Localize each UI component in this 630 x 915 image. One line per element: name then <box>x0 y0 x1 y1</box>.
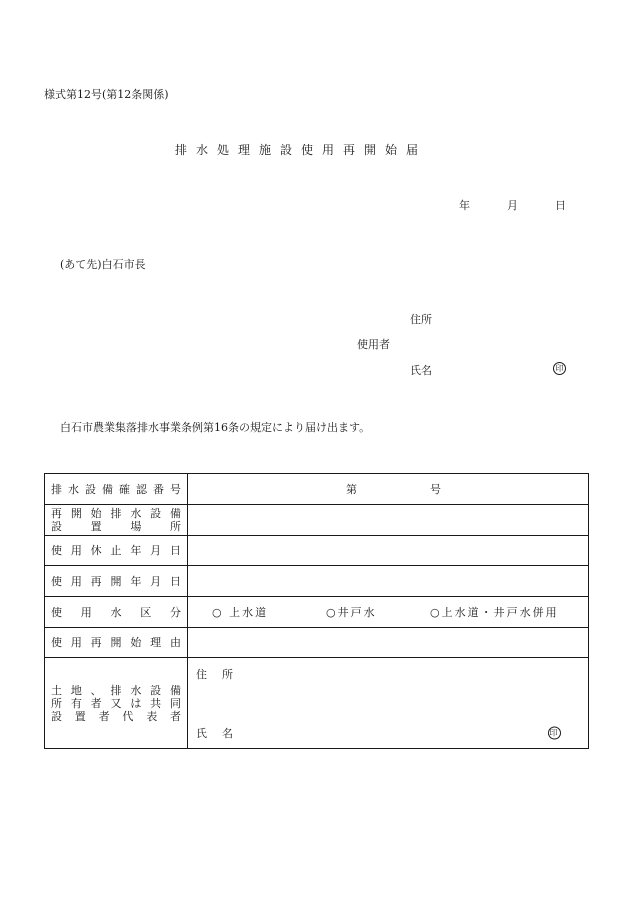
owner-address-label: 住 所 <box>196 668 235 681</box>
label-char: 月 <box>150 574 162 588</box>
label-char: 由 <box>169 636 181 649</box>
label-line <box>51 507 181 520</box>
table-row <box>45 597 589 628</box>
label-char: 水 <box>110 605 122 619</box>
applicant-name-label: 氏名 <box>410 364 432 377</box>
confirmation-number-field[interactable] <box>188 474 589 505</box>
label-char: 年 <box>130 574 142 588</box>
label-char: 認 <box>136 482 147 496</box>
label-char: 開 <box>110 574 122 588</box>
label-line <box>51 606 181 619</box>
date-month-label: 月 <box>507 199 518 212</box>
label-char: 設 <box>51 709 62 723</box>
seal-icon: 印 <box>553 362 566 375</box>
suspension-date-field[interactable] <box>188 536 589 566</box>
label-line <box>51 710 181 723</box>
label-char: 設 <box>150 683 162 697</box>
document-title: 排水処理施設使用再開始届 <box>175 143 428 157</box>
water-type-field <box>188 597 589 628</box>
row-label <box>45 474 188 505</box>
label-char: 再 <box>90 636 102 649</box>
label-char: 使 <box>51 574 62 588</box>
label-char: 共 <box>150 696 162 710</box>
label-char: 設 <box>51 520 62 533</box>
label-char: 水 <box>130 507 142 520</box>
label-char: 、 <box>90 683 102 697</box>
installation-location-field[interactable] <box>188 505 589 536</box>
label-char: 設 <box>150 507 162 520</box>
label-char: 区 <box>140 605 152 619</box>
label-char: 始 <box>90 507 102 520</box>
label-char: 場 <box>130 520 142 533</box>
label-char: 理 <box>150 636 162 649</box>
row-label <box>45 658 188 749</box>
label-char: 同 <box>169 696 181 710</box>
table-row <box>45 505 589 536</box>
table-row <box>45 628 589 658</box>
applicant-address-label: 住所 <box>410 313 432 326</box>
label-char: 水 <box>68 482 79 496</box>
label-line <box>51 483 181 496</box>
resumption-date-field[interactable] <box>188 566 589 597</box>
table-row <box>45 566 589 597</box>
form-number-label: 様式第12号(第12条関係) <box>44 88 169 101</box>
label-char: 再 <box>90 574 102 588</box>
number-prefix: 第 <box>346 483 359 496</box>
label-char: 排 <box>110 507 122 520</box>
label-char: 置 <box>90 520 102 533</box>
table-row <box>45 536 589 566</box>
label-char: 表 <box>146 709 158 723</box>
label-char: 番 <box>153 482 164 496</box>
label-char: 排 <box>51 482 62 496</box>
label-char: 用 <box>70 574 82 588</box>
label-char: 備 <box>102 482 113 496</box>
option-well-water[interactable]: ○井戸水 <box>326 606 377 619</box>
row-label <box>45 536 188 566</box>
label-char: 休 <box>90 544 102 557</box>
label-char: 水 <box>130 683 142 697</box>
label-char: 始 <box>130 636 142 649</box>
applicant-user-label: 使用者 <box>357 338 390 351</box>
number-suffix: 号 <box>430 483 443 496</box>
label-char: 開 <box>70 507 82 520</box>
label-char: 備 <box>169 683 181 697</box>
form-table <box>44 473 589 749</box>
resumption-reason-field[interactable] <box>188 628 589 658</box>
label-char: 年 <box>130 544 142 557</box>
label-char: 又 <box>110 696 122 710</box>
label-line <box>51 575 181 588</box>
label-line <box>51 520 181 533</box>
table-row <box>45 474 589 505</box>
label-char: 確 <box>119 482 130 496</box>
label-line <box>51 684 181 697</box>
label-char: 地 <box>70 683 82 697</box>
label-char: 使 <box>51 636 62 649</box>
label-char: 日 <box>169 574 181 588</box>
row-label <box>45 505 188 536</box>
label-char: 再 <box>51 507 62 520</box>
label-char: 用 <box>80 605 92 619</box>
label-char: 号 <box>170 482 181 496</box>
label-char: 者 <box>90 696 102 710</box>
date-year-label: 年 <box>459 199 470 212</box>
label-char: 所 <box>51 696 62 710</box>
option-combined[interactable]: ○上水道・井戸水併用 <box>430 606 559 619</box>
row-label <box>45 597 188 628</box>
label-char: 所 <box>169 520 181 533</box>
label-line <box>51 544 181 557</box>
label-line <box>51 697 181 710</box>
label-char: 置 <box>74 709 86 723</box>
option-water-supply[interactable]: ○ 上水道 <box>212 606 269 619</box>
label-char: 開 <box>110 636 122 649</box>
label-char: 用 <box>70 636 82 649</box>
label-char: 者 <box>98 709 110 723</box>
label-char: は <box>130 696 142 710</box>
label-char: 排 <box>110 683 122 697</box>
row-label <box>45 566 188 597</box>
seal-icon: 印 <box>549 728 560 738</box>
addressee: (あて先)白石市長 <box>60 258 146 271</box>
label-char: 有 <box>70 696 82 710</box>
owner-representative-field[interactable] <box>188 658 589 749</box>
declaration-statement: 白石市農業集落排水事業条例第16条の規定により届け出ます。 <box>60 421 371 434</box>
date-day-label: 日 <box>555 199 566 212</box>
row-label <box>45 628 188 658</box>
label-char: 代 <box>122 709 134 723</box>
label-char: 用 <box>70 544 82 557</box>
label-char: 日 <box>169 544 181 557</box>
label-char: 土 <box>51 683 62 697</box>
label-char: 止 <box>110 544 122 557</box>
label-char: 設 <box>85 482 96 496</box>
table-row <box>45 658 589 749</box>
label-char: 者 <box>169 709 181 723</box>
label-line <box>51 636 181 649</box>
owner-name-label: 氏 名 <box>196 727 235 740</box>
label-char: 使 <box>51 605 62 619</box>
label-char: 使 <box>51 544 62 557</box>
label-char: 月 <box>150 544 162 557</box>
label-char: 分 <box>170 605 181 619</box>
label-char: 備 <box>169 507 181 520</box>
